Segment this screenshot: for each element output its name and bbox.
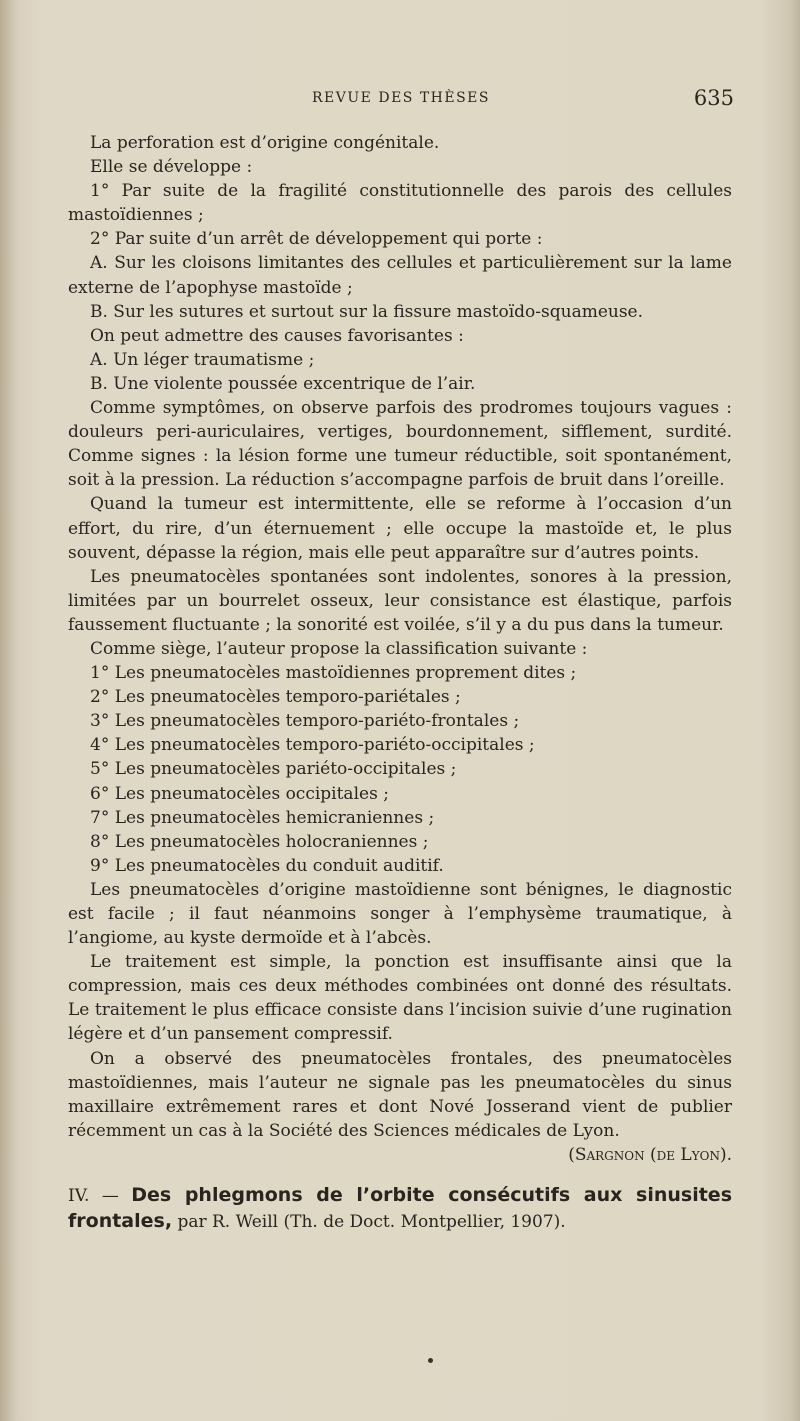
author-signature <box>68 1143 732 1167</box>
section-title: Des phlegmons de l’orbite consécutifs aux sinusites frontales, <box>68 1184 732 1233</box>
section-number: IV. — <box>68 1186 132 1207</box>
paragraph: On peut admettre des causes favorisantes : <box>90 325 464 346</box>
list-item: 9° Les pneumatocèles du conduit auditif. <box>90 855 444 876</box>
page-header <box>68 86 734 112</box>
paragraph: Les pneumatocèles spontanées sont indolentes, sonores à la pression, limitées par un bourrelet osseux, leur consistance est élastique, parfois faussement fluctuante ; la sonorité est voilée, s’il y a du pus dans la tumeur. <box>68 566 732 635</box>
paragraph: On a observé des pneumatocèles frontales, des pneumatocèles mastoïdiennes, mais l’auteur ne signale pas les pneumatocèles du sinus maxillaire extrêmement rares et dont Nové Josserand vient de publier récemment un cas à la Société des Sciences médicales de Lyon. <box>68 1048 732 1141</box>
section-heading <box>68 1183 732 1235</box>
list-item: 4° Les pneumatocèles temporo-pariéto-occipitales ; <box>90 735 535 756</box>
paragraph: Elle se développe : <box>90 157 253 178</box>
list-item: A. Un léger traumatisme ; <box>90 349 315 370</box>
running-title: REVUE DES THÈSES <box>312 90 490 106</box>
list-item: B. Sur les sutures et surtout sur la fissure mastoïdo-squameuse. <box>90 301 644 322</box>
section-byline: par R. Weill (Th. de Doct. Montpellier, 1907). <box>172 1212 566 1233</box>
list-item: 2° Les pneumatocèles temporo-pariétales ; <box>90 687 461 708</box>
page-number: 635 <box>693 86 734 110</box>
page-body <box>68 131 732 1235</box>
signature-text: (Sargnon (de Lyon). <box>568 1144 732 1165</box>
list-item: 1° Les pneumatocèles mastoïdiennes proprement dites ; <box>90 663 577 684</box>
list-item: 1° Par suite de la fragilité constitutionnelle des parois des cellules mastoïdiennes ; <box>68 181 732 226</box>
list-item: 2° Par suite d’un arrêt de développement qui porte : <box>90 229 543 250</box>
paragraph: Le traitement est simple, la ponction est insuffisante ainsi que la compression, mais ces deux méthodes combinées ont donné des résultats. Le traitement le plus efficace consiste dans l’incision suivie d’une rugination légère et d’un pansement compressif. <box>68 952 732 1045</box>
paragraph: Les pneumatocèles d’origine mastoïdienne sont bénignes, le diagnostic est facile ; il faut néanmoins songer à l’emphysème traumatique, à l’angiome, au kyste dermoïde et à l’abcès. <box>68 879 732 949</box>
list-item: 5° Les pneumatocèles pariéto-occipitales ; <box>90 759 457 780</box>
list-item: A. Sur les cloisons limitantes des cellules et particulièrement sur la lame externe de l’apophyse mastoïde ; <box>68 253 732 298</box>
paragraph: La perforation est d’origine congénitale. <box>90 133 440 153</box>
paragraph: Quand la tumeur est intermittente, elle se reforme à l’occasion d’un effort, du rire, d’un éternuement ; elle occupe la mastoïde et, le plus souvent, dépasse la région, mais elle peut apparaître sur d’autres points. <box>68 494 732 563</box>
list-item: 7° Les pneumatocèles hemicraniennes ; <box>90 807 435 828</box>
list-item: B. Une violente poussée excentrique de l’air. <box>90 373 476 394</box>
paragraph: Comme symptômes, on observe parfois des prodromes toujours vagues : douleurs peri-auriculaires, vertiges, bourdonnement, sifflement, surdité. Comme signes : la lésion forme une tumeur réductible, soit spontanément, soit à la pression. La réduction s’accompagne parfois de bruit dans l’oreille. <box>68 398 732 491</box>
list-item: 3° Les pneumatocèles temporo-pariéto-frontales ; <box>90 711 520 732</box>
paragraph: Comme siège, l’auteur propose la classification suivante : <box>90 638 588 659</box>
list-item: 8° Les pneumatocèles holocraniennes ; <box>90 831 429 852</box>
list-item: 6° Les pneumatocèles occipitales ; <box>90 783 389 804</box>
ink-speck <box>428 1358 433 1363</box>
